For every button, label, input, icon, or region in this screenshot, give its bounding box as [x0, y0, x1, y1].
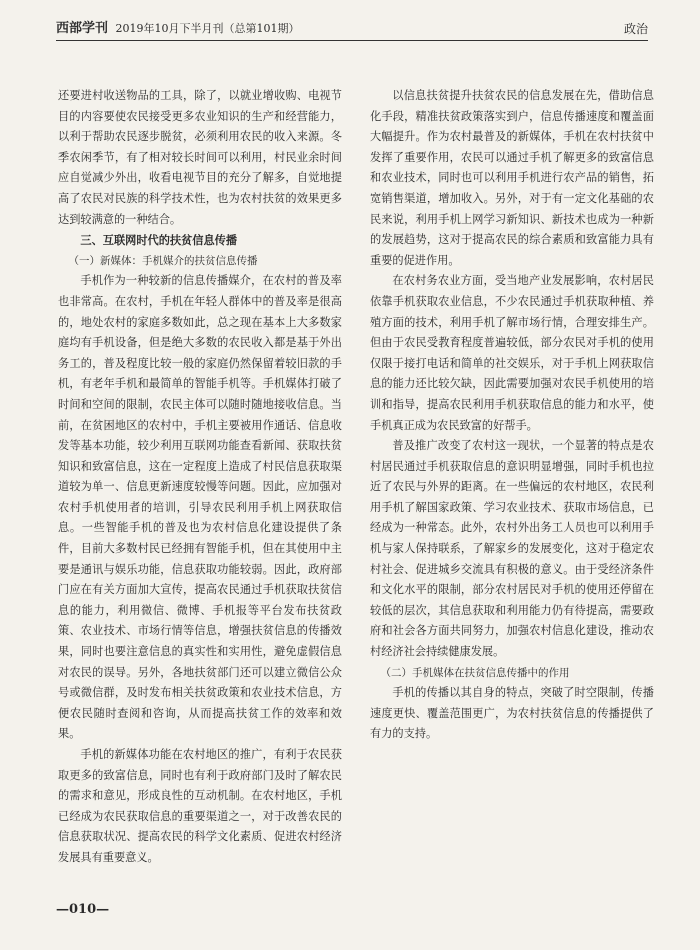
right-column: [370, 86, 654, 745]
section-label: 政治: [623, 22, 648, 36]
paragraph: 手机作为一种较新的信息传播媒介，在农村的普及率也非常高。在农村，手机在年轻人群体中的普及率是很高的，地处农村的家庭多数如此，总之现在基本上大多数家庭均有手机设备，但是绝大多数的农民收入都是基于外出务工的，普及程度比较一般的家庭仍然保留着较旧款的手机，有老年手机和最简单的智能手机等。手机媒体打破了时间和空间的限制，农民主体可以随时随地接收信息。当前，在贫困地区的农村中，手机主要被用作通话、信息收发等基本功能，较少利用互联网功能查看新闻、获取扶贫知识和致富信息，这在一定程度上造成了村民信息获取渠道较为单一、信息更新速度较慢等问题。因此，应加强对农村手机使用者的培训，引导农民利用手机上网获取信息。一些智能手机的普及也为农村信息化建设提供了条件，目前大多数村民已经拥有智能手机，但在其使用中主要是通讯与娱乐功能，信息获取功能较弱。因此，政府部门应在有关方面加大宣传，提高农民通过手机获取扶贫信息的能力，利用微信、微博、手机报等平台发布扶贫政策、农业技术、市场行情等信息，增强扶贫信息的传播效果，同时也要注意信息的真实性和实用性，避免虚假信息对农民的误导。另外，各地扶贫部门还可以建立微信公众号或微信群，及时发布相关扶贫政策和农业技术信息，方便农民随时查阅和咨询，从而提高扶贫工作的效率和效果。: [58, 274, 342, 741]
paragraph: 普及推广改变了农村这一现状，一个显著的特点是农村居民通过手机获取信息的意识明显增强，同时手机也拉近了农民与外界的距离。在一些偏远的农村地区，农民利用手机了解国家政策、学习农业技术、获取市场信息，已经成为一种常态。此外，农村外出务工人员也可以利用手机与家人保持联系，了解家乡的发展变化，这对于稳定农村社会、促进城乡交流具有积极的意义。由于受经济条件和文化水平的限制，部分农村居民对手机的使用还停留在较低的层次，其信息获取和利用能力仍有待提高，需要政府和社会各方面共同努力，加强农村信息化建设，推动农村经济社会持续健康发展。: [370, 439, 654, 659]
subsection-heading: （二）手机媒体在扶贫信息传播中的作用: [380, 666, 570, 679]
paragraph: 手机的传播以其自身的特点，突破了时空限制，传播速度更快、覆盖范围更广，为农村扶贫信息的传播提供了有力的支持。: [370, 686, 654, 741]
paragraph: 手机的新媒体功能在农村地区的推广，有利于农民获取更多的致富信息，同时也有利于政府部门及时了解农民的需求和意见，形成良性的互动机制。在农村地区，手机已经成为农民获取信息的重要渠道之一，对于改善农民的信息获取状况、提高农民的科学文化素质、促进农村经济发展具有重要意义。: [58, 748, 342, 864]
header-left: [56, 18, 300, 40]
paragraph: 以信息扶贫提升扶贫农民的信息发展在先，借助信息化手段，精准扶贫政策落实到户，信息传播速度和覆盖面大幅提升。作为农村最普及的新媒体，手机在农村扶贫中发挥了重要作用，农民可以通过手机了解更多的致富信息和农业技术，同时也可以利用手机进行农产品的销售，拓宽销售渠道，增加收入。另外，对于有一定文化基础的农民来说，利用手机上网学习新知识、新技术也成为一种新的发展趋势，这对于提高农民的综合素质和致富能力具有重要的促进作用。: [370, 89, 654, 267]
subsection-heading: （一）新媒体：手机媒介的扶贫信息传播: [68, 254, 258, 267]
journal-logo: 西部学刊: [56, 21, 109, 36]
page-header: [56, 18, 648, 41]
page-number: —010—: [56, 902, 110, 917]
left-column: [58, 86, 342, 869]
section-heading: 三、互联网时代的扶贫信息传播: [80, 233, 238, 248]
paragraph: 还要进村收送物品的工具，除了，以就业增收购、电视节目的内容要使农民接受更多农业知识的生产和经营能力，以利于帮助农民逐步脱贫，必须利用农民的收入来源。冬季农闲季节，有了相对较长时间可以利用，村民业余时间应自觉减少外出，收看电视节目的充分了解多，自觉地提高了农民对民族的科学技术性，也为农村扶贫的效果更多达到较满意的一种结合。: [58, 89, 342, 226]
issue-info: 2019年10月下半月刊（总第101期）: [115, 22, 300, 35]
paragraph: 在农村务农业方面，受当地产业发展影响，农村居民依靠手机获取农业信息，不少农民通过手机获取种植、养殖方面的技术，利用手机了解市场行情，合理安排生产。但由于农民受教育程度普遍较低，部分农民对手机的使用仅限于接打电话和简单的社交娱乐，对于手机上网获取信息的能力还比较欠缺，因此需要加强对农民手机使用的培训和指导，提高农民利用手机获取信息的能力和水平，使手机真正成为农民致富的好帮手。: [370, 274, 654, 432]
